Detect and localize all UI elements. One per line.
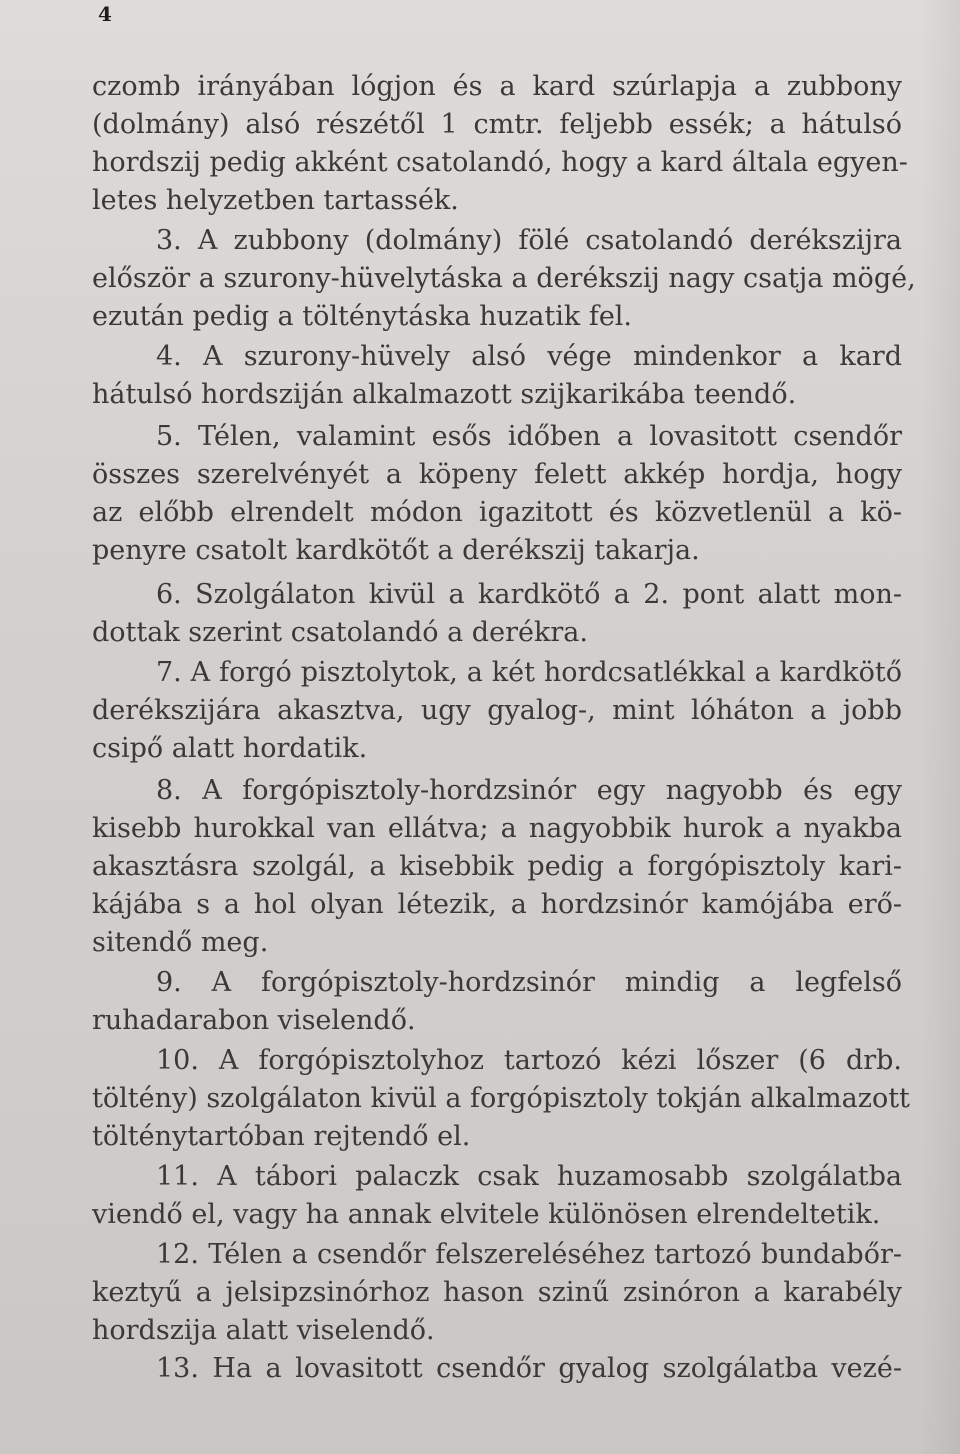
text-line: ruhadarabon viselendő. <box>92 1005 416 1036</box>
text-line: 10. A forgópisztolyhoz tartozó kézi lőszer (6 drb. <box>156 1045 902 1076</box>
text-line: hordszij pedig akként csatolandó, hogy a kard általa egyen- <box>92 147 908 178</box>
text-line: derékszijára akasztva, ugy gyalog-, mint lóháton a jobb <box>92 695 902 726</box>
text-line: 3. A zubbony (dolmány) fölé csatolandó derékszijra <box>156 225 902 256</box>
text-line: 11. A tábori palaczk csak huzamosabb szolgálatba <box>156 1161 902 1192</box>
text-line: keztyű a jelsipzsinórhoz hason szinű zsinóron a karabély <box>92 1277 902 1308</box>
text-line: kájába s a hol olyan létezik, a hordzsinór kamójába erő- <box>92 889 902 920</box>
text-line: az előbb elrendelt módon igazitott és közvetlenül a kö- <box>92 497 902 528</box>
text-line: 5. Télen, valamint esős időben a lovasitott csendőr <box>156 421 902 452</box>
text-line: összes szerelvényét a köpeny felett akkép hordja, hogy <box>92 459 902 490</box>
text-line: sitendő meg. <box>92 927 269 958</box>
text-line: akasztásra szolgál, a kisebbik pedig a forgópisztoly kari- <box>92 851 902 882</box>
text-line: letes helyzetben tartassék. <box>92 185 459 216</box>
text-line: tölténytartóban rejtendő el. <box>92 1121 471 1152</box>
text-line: czomb irányában lógjon és a kard szúrlapja a zubbony <box>92 71 902 102</box>
text-line: dottak szerint csatolandó a derékra. <box>92 617 588 648</box>
text-line: kisebb hurokkal van ellátva; a nagyobbik hurok a nyakba <box>92 813 902 844</box>
text-line: penyre csatolt kardkötőt a derékszij takarja. <box>92 535 700 566</box>
text-line: töltény) szolgálaton kivül a forgópisztoly tokján alkalmazott <box>92 1083 910 1114</box>
text-line: hátulsó hordsziján alkalmazott szijkarikába teendő. <box>92 379 797 410</box>
text-line: viendő el, vagy ha annak elvitele különösen elrendeltetik. <box>92 1199 881 1230</box>
text-line: 8. A forgópisztoly-hordzsinór egy nagyobb és egy <box>156 775 902 806</box>
text-line: csipő alatt hordatik. <box>92 733 368 764</box>
text-line: 6. Szolgálaton kivül a kardkötő a 2. pont alatt mon- <box>156 579 902 610</box>
text-line: hordszija alatt viselendő. <box>92 1315 435 1346</box>
text-line: (dolmány) alsó részétől 1 cmtr. feljebb essék; a hátulsó <box>92 109 902 140</box>
text-line: először a szurony-hüvelytáska a derékszij nagy csatja mögé, <box>92 263 916 294</box>
text-line: 7. A forgó pisztolytok, a két hordcsatlékkal a kardkötő <box>156 657 902 688</box>
text-line: 9. A forgópisztoly-hordzsinór mindig a legfelső <box>156 967 902 998</box>
text-line: 4. A szurony-hüvely alsó vége mindenkor a kard <box>156 341 902 372</box>
text-line: 13. Ha a lovasitott csendőr gyalog szolgálatba vezé- <box>156 1353 902 1384</box>
page-number: 4 <box>98 2 112 26</box>
text-line: 12. Télen a csendőr felszereléséhez tartozó bundabőr- <box>156 1239 902 1270</box>
text-line: ezután pedig a tölténytáska huzatik fel. <box>92 301 633 332</box>
